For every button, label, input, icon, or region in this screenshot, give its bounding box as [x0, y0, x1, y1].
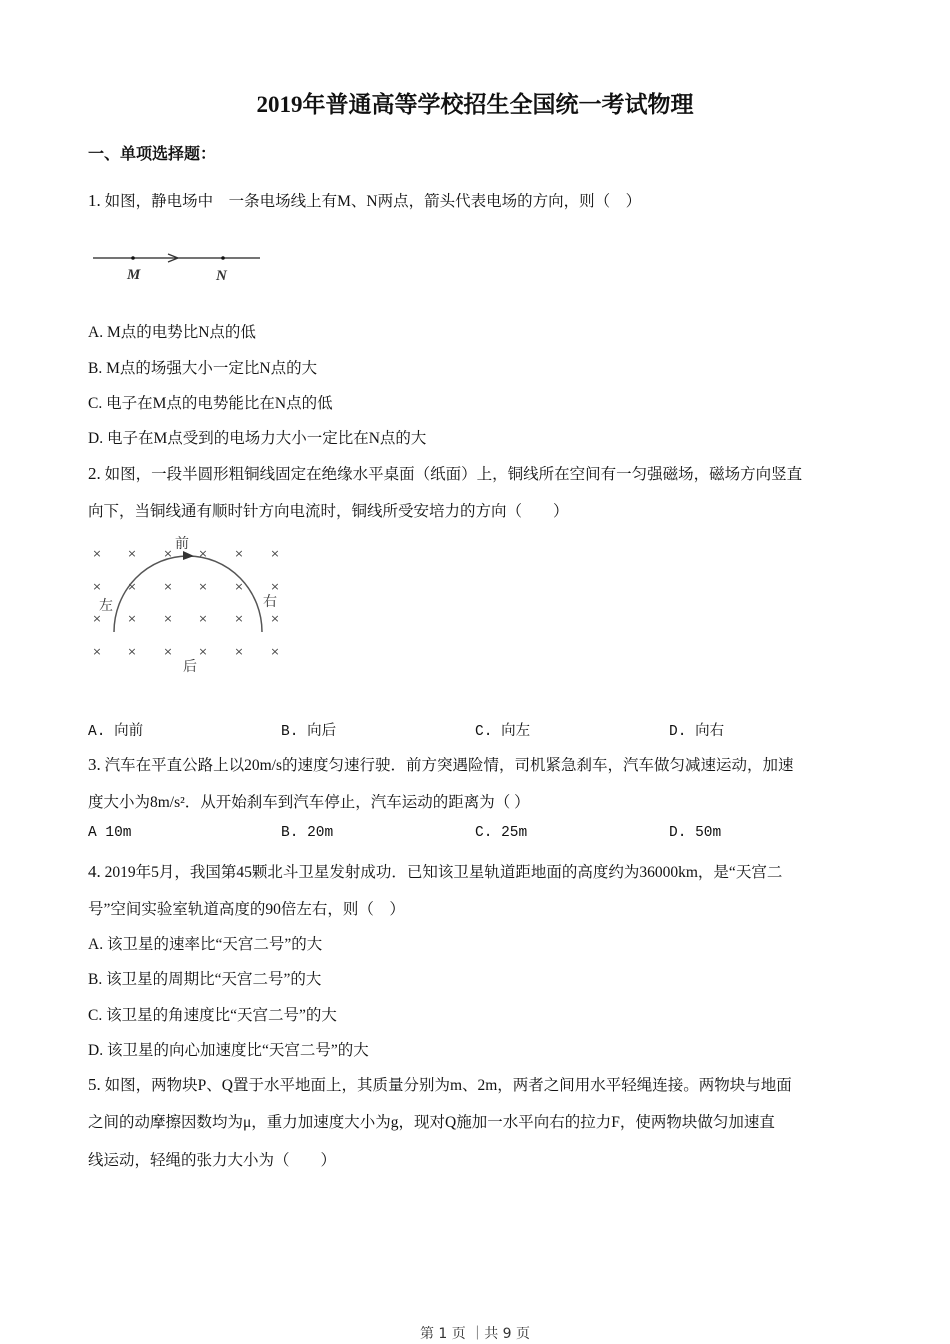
question-number: 5. [88, 1075, 101, 1094]
svg-text:×: × [127, 612, 137, 625]
question-2-option-d: D. 向右 [669, 724, 725, 740]
question-1-option-a: A. M点的电势比N点的低 [88, 324, 256, 341]
label-m: M [127, 267, 141, 283]
question-1-option-b: B. M点的场强大小一定比N点的大 [88, 360, 318, 377]
question-5-stem-line-3: 线运动，轻绳的张力大小为（ ） [88, 1152, 337, 1169]
question-text: 如图，静电场中 一条电场线上有M、N两点，箭头代表电场的方向，则（ ） [104, 193, 642, 210]
svg-text:×: × [163, 645, 173, 658]
svg-text:×: × [127, 547, 137, 560]
question-2-option-c: C. 向左 [475, 724, 531, 740]
svg-text:×: × [198, 580, 208, 593]
svg-text:×: × [234, 547, 244, 560]
question-4-option-c: C. 该卫星的角速度比“天宫二号”的大 [88, 1007, 337, 1024]
question-3-option-a: A 10m [88, 825, 132, 841]
question-3-option-d: D. 50m [669, 825, 722, 841]
page-footer: 第 1 页 ｜共 9 页 [419, 1326, 531, 1342]
question-4-option-b: B. 该卫星的周期比“天宫二号”的大 [88, 971, 322, 988]
question-3-stem-line-1: 3. 汽车在平直公路上以20m/s的速度匀速行驶．前方突遇险情，司机紧急刹车，汽车做匀减速运动，加速 [88, 755, 794, 774]
question-5-stem-line-1: 5. 如图，两物块P、Q置于水平地面上，其质量分别为m、2m，两者之间用水平轻绳连接。两物块与地面 [88, 1075, 792, 1094]
label-n: N [216, 268, 227, 284]
svg-text:×: × [270, 580, 280, 593]
question-number: 1. [88, 191, 101, 210]
svg-text:×: × [270, 547, 280, 560]
svg-text:×: × [198, 547, 208, 560]
label-front: 前 [175, 536, 189, 552]
electric-field-line-figure [88, 245, 268, 285]
question-4-stem-line-1: 4. 2019年5月，我国第45颗北斗卫星发射成功．已知该卫星轨道距地面的高度约为36000km，是“天宫二 [88, 862, 783, 881]
svg-text:×: × [234, 645, 244, 658]
svg-text:×: × [92, 645, 102, 658]
question-number: 4. [88, 862, 101, 881]
svg-text:×: × [163, 612, 173, 625]
question-1-stem [88, 189, 641, 211]
question-3-options [88, 825, 868, 845]
svg-text:×: × [234, 612, 244, 625]
svg-text:×: × [270, 612, 280, 625]
question-number: 3. [88, 755, 101, 774]
svg-text:×: × [92, 580, 102, 593]
question-4-option-d: D. 该卫星的向心加速度比“天宫二号”的大 [88, 1042, 369, 1059]
semicircle-wire-magnetic-field-figure [85, 530, 295, 680]
svg-text:×: × [127, 645, 137, 658]
svg-text:×: × [234, 580, 244, 593]
svg-text:×: × [270, 645, 280, 658]
label-back: 后 [183, 659, 197, 675]
question-3-stem-line-2: 度大小为8m/s²．从开始刹车到汽车停止，汽车运动的距离为（ ） [88, 794, 530, 811]
question-2-stem-line-1: 2. 如图，一段半圆形粗铜线固定在绝缘水平桌面（纸面）上，铜线所在空间有一匀强磁场，磁场方向竖直 [88, 464, 803, 483]
section-heading: 一、单项选择题： [88, 146, 217, 163]
svg-text:×: × [163, 547, 173, 560]
question-1-option-d: D. 电子在M点受到的电场力大小一定比在N点的大 [88, 430, 427, 447]
page-title: 2019年普通高等学校招生全国统一考试物理 [256, 92, 694, 117]
question-number: 2. [88, 464, 101, 483]
question-5-stem-line-2: 之间的动摩擦因数均为μ，重力加速度大小为g，现对Q施加一水平向右的拉力F，使两物块做匀加速直 [88, 1114, 775, 1131]
question-1-option-c: C. 电子在M点的电势能比在N点的低 [88, 395, 333, 412]
label-right: 右 [263, 594, 277, 610]
svg-text:×: × [198, 645, 208, 658]
question-4-option-a: A. 该卫星的速率比“天宫二号”的大 [88, 936, 323, 953]
question-2-stem-line-2: 向下，当铜线通有顺时针方向电流时，铜线所受安培力的方向（ ） [88, 503, 569, 520]
question-3-option-c: C. 25m [475, 825, 528, 841]
svg-text:×: × [127, 580, 137, 593]
svg-text:×: × [198, 612, 208, 625]
question-2-option-b: B. 向后 [281, 724, 337, 740]
question-3-option-b: B. 20m [281, 825, 334, 841]
question-2-options [88, 719, 868, 739]
svg-text:×: × [163, 580, 173, 593]
label-left: 左 [99, 598, 113, 614]
question-4-stem-line-2: 号”空间实验室轨道高度的90倍左右，则（ ） [88, 901, 405, 918]
svg-text:×: × [92, 547, 102, 560]
svg-text:×: × [92, 612, 102, 625]
question-2-option-a: A. 向前 [88, 724, 144, 740]
